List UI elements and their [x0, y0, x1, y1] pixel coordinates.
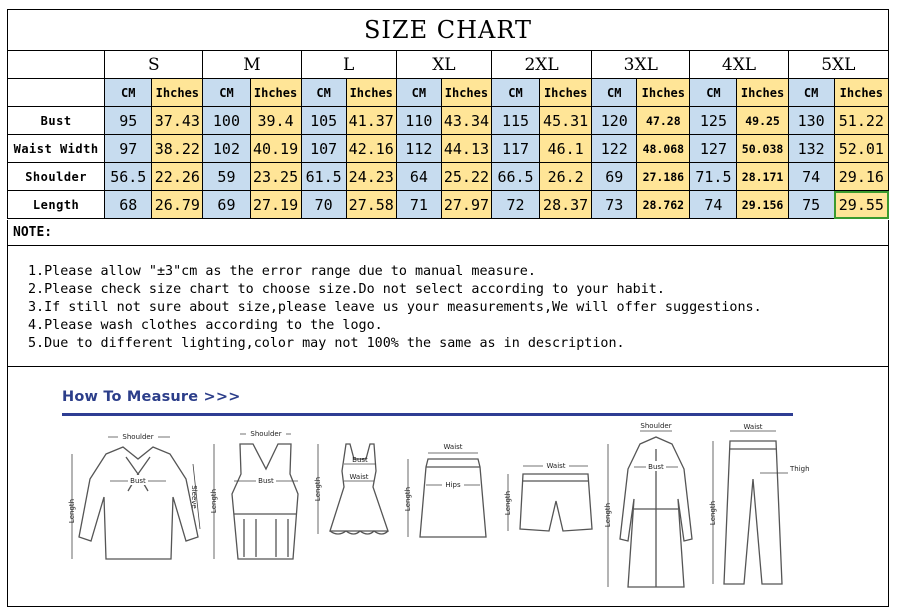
unit-header-cm: CM [203, 79, 250, 107]
table-cell: 28.762 [637, 191, 690, 219]
table-cell: 130 [788, 107, 834, 135]
note-item: 2.Please check size chart to choose size.Do not select according to your habit. [28, 282, 665, 297]
unit-header-cm: CM [788, 79, 834, 107]
notes-list [7, 246, 889, 367]
unit-header-inches: Ihches [441, 79, 491, 107]
corner-cell [8, 51, 105, 79]
table-cell: 28.37 [540, 191, 592, 219]
size-header: XL [396, 51, 491, 79]
unit-header-cm: CM [592, 79, 637, 107]
shoulder-label: Shoulder [250, 430, 282, 438]
table-cell: 105 [301, 107, 346, 135]
table-cell: 27.58 [346, 191, 396, 219]
shoulder-label: Shoulder [640, 422, 672, 430]
skirt-sketch [404, 443, 486, 537]
table-cell: 120 [592, 107, 637, 135]
size-header: 2XL [491, 51, 591, 79]
length-label: Length [404, 486, 412, 512]
table-cell: 107 [301, 135, 346, 163]
size-chart-table [7, 9, 889, 219]
bust-label: Bust [258, 477, 274, 485]
table-cell: 122 [592, 135, 637, 163]
table-cell: 71 [396, 191, 441, 219]
table-row [8, 163, 889, 191]
table-cell: 72 [491, 191, 539, 219]
size-header: 3XL [592, 51, 690, 79]
unit-header-inches: Ihches [637, 79, 690, 107]
length-label: Length [210, 488, 218, 514]
table-cell: 28.171 [737, 163, 788, 191]
unit-header-cm: CM [491, 79, 539, 107]
waist-label: Waist [443, 443, 463, 451]
length-label: Length [709, 500, 717, 526]
table-cell: 40.19 [250, 135, 301, 163]
table-cell: 74 [788, 163, 834, 191]
table-cell: 110 [396, 107, 441, 135]
table-cell: 47.28 [637, 107, 690, 135]
row-label: Length [8, 191, 105, 219]
coat-sketch [604, 422, 692, 587]
note-item: 5.Due to different lighting,color may not 100% the same as in description. [28, 336, 625, 351]
table-row [8, 107, 889, 135]
unit-header-inches: Ihches [737, 79, 788, 107]
table-cell: 46.1 [540, 135, 592, 163]
table-cell: 100 [203, 107, 250, 135]
table-cell: 66.5 [491, 163, 539, 191]
table-cell: 125 [690, 107, 737, 135]
table-cell: 97 [105, 135, 152, 163]
blouse-sketch [68, 431, 200, 559]
how-to-measure-title: How To Measure >>> [62, 389, 241, 405]
row-label: Bust [8, 107, 105, 135]
table-cell: 45.31 [540, 107, 592, 135]
table-cell: 48.068 [637, 135, 690, 163]
table-cell: 50.038 [737, 135, 788, 163]
table-cell: 102 [203, 135, 250, 163]
dress-sketch [314, 444, 388, 534]
bust-label: Bust [352, 456, 368, 464]
table-cell: 42.16 [346, 135, 396, 163]
table-cell: 74 [690, 191, 737, 219]
row-label: Shoulder [8, 163, 105, 191]
table-cell: 27.19 [250, 191, 301, 219]
corner-cell [8, 79, 105, 107]
unit-header-inches: Ihches [540, 79, 592, 107]
table-cell: 127 [690, 135, 737, 163]
table-cell: 27.97 [441, 191, 491, 219]
table-cell: 29.156 [737, 191, 788, 219]
waist-label: Waist [349, 473, 369, 481]
table-cell: 69 [592, 163, 637, 191]
table-cell: 37.43 [152, 107, 203, 135]
measurement-sketches [8, 419, 888, 607]
table-cell: 68 [105, 191, 152, 219]
length-label: Length [314, 476, 322, 502]
table-cell: 69 [203, 191, 250, 219]
title-rule [62, 413, 793, 416]
table-row [8, 191, 889, 219]
size-header: S [105, 51, 203, 79]
unit-header-cm: CM [690, 79, 737, 107]
table-cell: 70 [301, 191, 346, 219]
bust-label: Bust [130, 477, 146, 485]
unit-header-inches: Ihches [834, 79, 888, 107]
shoulder-label: Shoulder [122, 433, 154, 441]
table-cell: 49.25 [737, 107, 788, 135]
table-row [8, 135, 889, 163]
note-item: 3.If still not sure about size,please leave us your measurements,We will offer suggestions. [28, 300, 762, 315]
unit-header-cm: CM [301, 79, 346, 107]
table-cell: 64 [396, 163, 441, 191]
table-cell: 115 [491, 107, 539, 135]
hips-label: Hips [445, 481, 461, 489]
unit-header-cm: CM [396, 79, 441, 107]
table-cell: 132 [788, 135, 834, 163]
table-cell: 44.13 [441, 135, 491, 163]
table-cell: 29.55 [834, 191, 888, 219]
note-item: 4.Please wash clothes according to the logo. [28, 318, 383, 333]
bust-label: Bust [648, 463, 664, 471]
table-cell: 22.26 [152, 163, 203, 191]
chart-title: SIZE CHART [8, 10, 889, 51]
size-header: L [301, 51, 396, 79]
table-cell: 73 [592, 191, 637, 219]
table-cell: 112 [396, 135, 441, 163]
shorts-sketch [504, 460, 592, 531]
table-cell: 75 [788, 191, 834, 219]
table-cell: 117 [491, 135, 539, 163]
unit-header-inches: Ihches [152, 79, 203, 107]
length-label: Length [504, 490, 512, 516]
thigh-label: Thigh [790, 465, 810, 473]
table-cell: 26.79 [152, 191, 203, 219]
table-cell: 41.37 [346, 107, 396, 135]
waist-label: Waist [546, 462, 566, 470]
table-cell: 26.2 [540, 163, 592, 191]
unit-header-inches: Ihches [250, 79, 301, 107]
how-to-measure-section [7, 367, 889, 607]
table-cell: 61.5 [301, 163, 346, 191]
table-cell: 52.01 [834, 135, 888, 163]
table-cell: 23.25 [250, 163, 301, 191]
note-item: 1.Please allow "±3"cm as the error range due to manual measure. [28, 264, 536, 279]
table-cell: 71.5 [690, 163, 737, 191]
note-label: NOTE: [7, 220, 889, 246]
sleeve-label: Sleeve [190, 485, 198, 509]
table-cell: 56.5 [105, 163, 152, 191]
row-label: Waist Width [8, 135, 105, 163]
table-cell: 25.22 [441, 163, 491, 191]
table-cell: 51.22 [834, 107, 888, 135]
table-cell: 39.4 [250, 107, 301, 135]
length-label: Length [604, 502, 612, 528]
table-cell: 38.22 [152, 135, 203, 163]
unit-header-inches: Ihches [346, 79, 396, 107]
tank-top-sketch [210, 428, 298, 559]
table-cell: 24.23 [346, 163, 396, 191]
length-label: Length [68, 498, 76, 524]
table-cell: 95 [105, 107, 152, 135]
unit-header-cm: CM [105, 79, 152, 107]
table-cell: 59 [203, 163, 250, 191]
waist-label: Waist [743, 423, 763, 431]
table-cell: 43.34 [441, 107, 491, 135]
table-cell: 29.16 [834, 163, 888, 191]
trousers-sketch [709, 423, 810, 584]
size-header: 5XL [788, 51, 888, 79]
size-header: 4XL [690, 51, 788, 79]
size-header: M [203, 51, 301, 79]
table-cell: 27.186 [637, 163, 690, 191]
